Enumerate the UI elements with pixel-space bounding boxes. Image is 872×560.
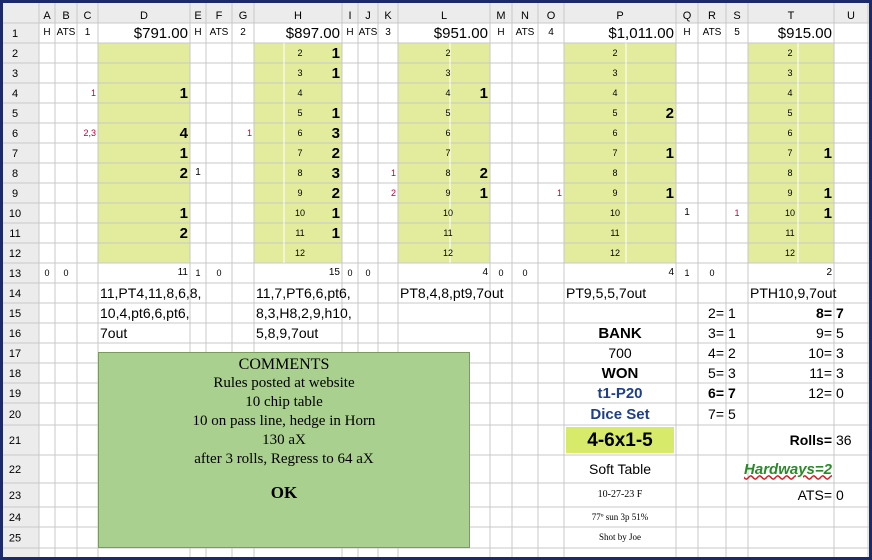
column-header-f[interactable]: F (215, 10, 223, 22)
cell-p11a[interactable]: 11 (610, 227, 620, 238)
cell-t9[interactable]: 1 (823, 184, 832, 202)
cell-i13[interactable]: 0 (347, 267, 353, 278)
column-header-p[interactable]: P (616, 10, 624, 22)
cell-d6[interactable]: 4 (179, 124, 188, 142)
cell-t1[interactable]: $915.00 (777, 24, 832, 42)
cell-h13[interactable]: 15 (328, 267, 340, 278)
cell-p22[interactable]: Soft Table (588, 461, 651, 477)
row-header-24[interactable]: 24 (8, 512, 22, 524)
cell-u17[interactable]: 3 (836, 345, 844, 361)
row-header-3[interactable]: 3 (11, 68, 19, 80)
cell-g6[interactable]: 1 (246, 127, 252, 138)
cell-h7[interactable]: 2 (331, 144, 340, 162)
column-header-bar (0, 0, 872, 23)
row-header-25[interactable]: 25 (8, 532, 22, 545)
row-header-bar (0, 0, 39, 560)
cell-r1[interactable]: ATS (702, 27, 722, 38)
cell-l6a[interactable]: 6 (445, 127, 451, 138)
row-header-4[interactable]: 4 (11, 88, 19, 100)
cell-p24[interactable]: 77º sun 3p 51% (591, 511, 649, 522)
cell-h2a[interactable]: 2 (297, 47, 303, 58)
cell-t2a[interactable]: 2 (787, 47, 793, 58)
cell-t5a[interactable]: 5 (787, 107, 793, 118)
cell-t11a[interactable]: 11 (785, 227, 795, 238)
comments-title: COMMENTS (238, 356, 330, 373)
cell-h12a[interactable]: 12 (294, 247, 305, 258)
row-header-13[interactable]: 13 (8, 268, 22, 280)
cell-l8[interactable]: 2 (479, 164, 488, 182)
cell-l9[interactable]: 1 (479, 184, 488, 202)
cell-r13[interactable]: 0 (709, 267, 715, 278)
cell-g1[interactable]: 2 (240, 27, 246, 38)
row-header-19[interactable]: 19 (8, 388, 22, 400)
cell-l5a[interactable]: 5 (445, 107, 451, 118)
cell-m1[interactable]: H (497, 27, 505, 38)
comments-ok: OK (270, 483, 298, 502)
cell-t22[interactable]: Hardways=2 (744, 460, 832, 478)
cell-i1[interactable]: H (346, 27, 354, 38)
cell-n1[interactable]: ATS (515, 27, 535, 38)
row-header-5[interactable]: 5 (11, 108, 19, 120)
column-header-o[interactable]: O (546, 10, 556, 22)
cell-k1[interactable]: 3 (385, 27, 391, 38)
cell-l14[interactable]: PT8,4,8,pt9,7out (400, 285, 504, 301)
cell-h3[interactable]: 1 (331, 64, 340, 82)
cell-e8[interactable]: 1 (195, 167, 201, 178)
cell-c1[interactable]: 1 (84, 27, 91, 38)
column-header-k[interactable]: K (384, 10, 392, 22)
comment-line: 10 on pass line, hedge in Horn (192, 413, 376, 429)
cell-h10a[interactable]: 10 (294, 207, 305, 218)
column-header-l[interactable]: L (440, 10, 448, 22)
cell-t7[interactable]: 1 (823, 144, 832, 162)
cell-d8[interactable]: 2 (179, 164, 188, 182)
cell-p5[interactable]: 2 (665, 104, 674, 122)
row-header-7[interactable]: 7 (11, 148, 19, 160)
cell-b1[interactable]: ATS (56, 27, 76, 38)
cell-l3a[interactable]: 3 (445, 67, 451, 78)
column-header-i[interactable]: I (348, 10, 352, 22)
cell-s15[interactable]: 1 (728, 305, 736, 321)
cell-l10a[interactable]: 10 (442, 207, 453, 218)
cell-p8a[interactable]: 8 (612, 167, 618, 178)
cell-r18[interactable]: 5= (708, 365, 724, 381)
cell-u19[interactable]: 0 (836, 385, 844, 401)
cell-h9[interactable]: 2 (331, 184, 340, 202)
cell-p19[interactable]: t1-P20 (597, 384, 643, 402)
cell-p9[interactable]: 1 (665, 184, 674, 202)
cell-b13[interactable]: 0 (63, 267, 69, 278)
cell-p23[interactable]: 10-27-23 F (597, 489, 643, 500)
row-header-10[interactable]: 10 (8, 208, 22, 220)
cell-d13[interactable]: 11 (177, 267, 188, 278)
cell-p9a[interactable]: 9 (612, 187, 618, 198)
cell-p5a[interactable]: 5 (612, 107, 618, 118)
cell-h14[interactable]: 11,7,PT6,6,pt6, (256, 285, 351, 301)
column-header-c[interactable]: C (83, 10, 92, 22)
cell-d1[interactable]: $791.00 (133, 24, 188, 42)
cell-t8a[interactable]: 8 (787, 167, 793, 178)
cell-t13[interactable]: 2 (826, 267, 832, 278)
row-header-20[interactable]: 20 (8, 409, 22, 421)
cell-t17[interactable]: 10= (808, 345, 832, 361)
cell-a1[interactable]: H (43, 27, 51, 38)
column-header-b[interactable]: B (62, 10, 70, 22)
cell-h8a[interactable]: 8 (297, 167, 303, 178)
cell-e1[interactable]: H (194, 27, 202, 38)
cell-p7a[interactable]: 7 (612, 147, 618, 158)
column-header-n[interactable]: N (521, 10, 529, 22)
cell-d11[interactable]: 2 (179, 224, 188, 242)
row-header-12[interactable]: 12 (8, 248, 22, 260)
cell-q10[interactable]: 1 (684, 207, 690, 218)
cell-s10[interactable]: 1 (734, 207, 740, 218)
cell-l11a[interactable]: 11 (443, 227, 453, 238)
cell-t12a[interactable]: 12 (784, 247, 795, 258)
cell-c6[interactable]: 2,3 (83, 127, 96, 138)
cell-p4a[interactable]: 4 (612, 87, 618, 98)
row-header-23[interactable]: 23 (8, 490, 22, 502)
cell-p1[interactable]: $1,011.00 (608, 24, 674, 42)
cell-h5a[interactable]: 5 (297, 107, 303, 118)
cell-h8[interactable]: 3 (331, 164, 340, 182)
cell-d10[interactable]: 1 (179, 204, 188, 222)
cell-f13[interactable]: 0 (216, 267, 222, 278)
row-header-21[interactable]: 21 (8, 435, 22, 447)
cell-l9a[interactable]: 9 (445, 187, 451, 198)
cell-p13[interactable]: 4 (668, 267, 674, 278)
cell-r17[interactable]: 4= (708, 345, 724, 361)
cell-h16[interactable]: 5,8,9,7out (256, 325, 319, 341)
cell-p18[interactable]: WON (601, 364, 639, 382)
comment-line: Rules posted at website (213, 375, 355, 391)
column-header-g[interactable]: G (238, 10, 248, 22)
cell-r16[interactable]: 3= (708, 325, 724, 341)
cell-l4a[interactable]: 4 (445, 87, 451, 98)
cell-m13[interactable]: 0 (498, 267, 504, 278)
row-header-2[interactable]: 2 (11, 48, 19, 60)
cell-a13[interactable]: 0 (44, 267, 50, 278)
cell-c4[interactable]: 1 (90, 87, 96, 98)
cell-p7[interactable]: 1 (665, 144, 674, 162)
cell-q13[interactable]: 1 (684, 267, 690, 278)
cell-p6a[interactable]: 6 (612, 127, 618, 138)
cell-o9[interactable]: 1 (556, 187, 562, 198)
cell-t16[interactable]: 9= (816, 325, 832, 341)
column-header-h[interactable]: H (294, 10, 302, 22)
cell-k9[interactable]: 2 (390, 187, 396, 198)
cell-u21[interactable]: 36 (836, 432, 852, 448)
row-header-9[interactable]: 9 (11, 188, 19, 200)
cell-h15[interactable]: 8,3,H8,2,9,h10, (256, 305, 352, 321)
comment-line: 130 aX (262, 432, 306, 448)
row-header-14[interactable]: 14 (8, 288, 22, 300)
cell-k8[interactable]: 1 (390, 167, 396, 178)
cell-p2a[interactable]: 2 (612, 47, 618, 58)
cell-u16[interactable]: 5 (836, 325, 844, 341)
cell-l8a[interactable]: 8 (445, 167, 451, 178)
cell-e13[interactable]: 1 (195, 267, 201, 278)
cell-p25[interactable]: Shot by Joe (598, 532, 641, 542)
column-header-d[interactable]: D (140, 10, 148, 22)
cell-d14[interactable]: 11,PT4,11,8,6,8, (100, 285, 202, 301)
cell-p12a[interactable]: 12 (609, 247, 620, 258)
cell-t9a[interactable]: 9 (787, 187, 793, 198)
cell-u23[interactable]: 0 (836, 487, 844, 503)
cell-t6a[interactable]: 6 (787, 127, 793, 138)
cell-p21[interactable]: 4-6x1-5 (587, 429, 653, 451)
cell-r15[interactable]: 2= (708, 305, 724, 321)
row-header-11[interactable]: 11 (9, 228, 21, 240)
comment-line: 10 chip table (245, 394, 323, 410)
row-header-1[interactable]: 1 (11, 28, 19, 40)
cell-n13[interactable]: 0 (522, 267, 528, 278)
cell-u18[interactable]: 3 (836, 365, 844, 381)
cell-d15[interactable]: 10,4,pt6,6,pt6, (100, 305, 190, 321)
column-header-u[interactable]: U (847, 10, 855, 22)
cell-p14[interactable]: PT9,5,5,7out (566, 285, 647, 301)
cell-h9a[interactable]: 9 (297, 187, 303, 198)
cell-t21[interactable]: Rolls= (789, 432, 832, 448)
cell-t23[interactable]: ATS= (797, 487, 832, 503)
cell-p17[interactable]: 700 (608, 345, 632, 361)
cell-d4[interactable]: 1 (179, 84, 188, 102)
cell-l4[interactable]: 1 (479, 84, 488, 102)
column-header-a[interactable]: A (43, 10, 51, 22)
cell-f1[interactable]: ATS (209, 27, 229, 38)
cell-l1[interactable]: $951.00 (433, 24, 488, 42)
cell-q1[interactable]: H (683, 27, 691, 38)
cell-h1[interactable]: $897.00 (285, 24, 340, 42)
cell-h3a[interactable]: 3 (297, 67, 303, 78)
cell-d16[interactable]: 7out (100, 325, 128, 341)
cell-h6[interactable]: 3 (331, 124, 340, 142)
cell-t10a[interactable]: 10 (784, 207, 795, 218)
cell-h4a[interactable]: 4 (297, 87, 303, 98)
cell-p20[interactable]: Dice Set (590, 405, 650, 423)
column-header-s[interactable]: S (733, 10, 741, 22)
column-header-q[interactable]: Q (682, 10, 692, 22)
cell-t4a[interactable]: 4 (787, 87, 793, 98)
column-header-e[interactable]: E (194, 10, 202, 22)
cell-l12a[interactable]: 12 (442, 247, 453, 258)
column-header-t[interactable]: T (787, 10, 795, 22)
row-header-22[interactable]: 22 (8, 464, 22, 476)
row-header-17[interactable]: 17 (8, 348, 22, 360)
column-header-j[interactable]: J (365, 10, 371, 22)
cell-s16[interactable]: 1 (728, 325, 736, 341)
cell-s1[interactable]: 5 (734, 27, 740, 38)
row-header-6[interactable]: 6 (11, 128, 19, 140)
comments-box (98, 352, 470, 548)
cell-s20[interactable]: 5 (728, 406, 736, 422)
cell-h2[interactable]: 1 (331, 44, 340, 62)
cell-p10a[interactable]: 10 (609, 207, 620, 218)
cell-t15[interactable]: 8= (816, 305, 832, 321)
cell-l13[interactable]: 4 (482, 267, 488, 278)
cell-t10[interactable]: 1 (823, 204, 832, 222)
cell-l2a[interactable]: 2 (445, 47, 451, 58)
row-header-18[interactable]: 18 (8, 368, 22, 380)
cell-o1[interactable]: 4 (548, 27, 554, 38)
cell-t3a[interactable]: 3 (787, 67, 793, 78)
row-header-16[interactable]: 16 (8, 328, 22, 340)
column-header-m[interactable]: M (496, 10, 506, 22)
cell-t7a[interactable]: 7 (787, 147, 793, 158)
cell-r20[interactable]: 7= (708, 406, 724, 422)
cell-u15[interactable]: 7 (836, 305, 844, 321)
cell-h7a[interactable]: 7 (297, 147, 303, 158)
cell-r19[interactable]: 6= (708, 385, 724, 401)
cell-j13[interactable]: 0 (365, 267, 371, 278)
cell-h11a[interactable]: 11 (295, 227, 305, 238)
cell-h11[interactable]: 1 (331, 224, 340, 242)
comment-line: after 3 rolls, Regress to 64 aX (194, 451, 374, 467)
cell-d7[interactable]: 1 (179, 144, 188, 162)
row-header-8[interactable]: 8 (11, 168, 19, 180)
cell-s18[interactable]: 3 (728, 365, 736, 381)
cell-t19[interactable]: 12= (808, 385, 832, 401)
cell-t18[interactable]: 11= (809, 365, 832, 381)
cell-s17[interactable]: 2 (728, 345, 736, 361)
cell-h10[interactable]: 1 (331, 204, 340, 222)
cell-p3a[interactable]: 3 (612, 67, 618, 78)
cell-l7a[interactable]: 7 (445, 147, 451, 158)
column-header-r[interactable]: R (708, 10, 716, 22)
cell-p16[interactable]: BANK (598, 324, 642, 342)
cell-h5[interactable]: 1 (331, 104, 340, 122)
cell-s19[interactable]: 7 (728, 385, 736, 401)
cell-t14[interactable]: PTH10,9,7out (750, 285, 837, 301)
cell-j1[interactable]: ATS (358, 27, 378, 38)
row-header-15[interactable]: 15 (8, 308, 22, 320)
cell-h6a[interactable]: 6 (297, 127, 303, 138)
